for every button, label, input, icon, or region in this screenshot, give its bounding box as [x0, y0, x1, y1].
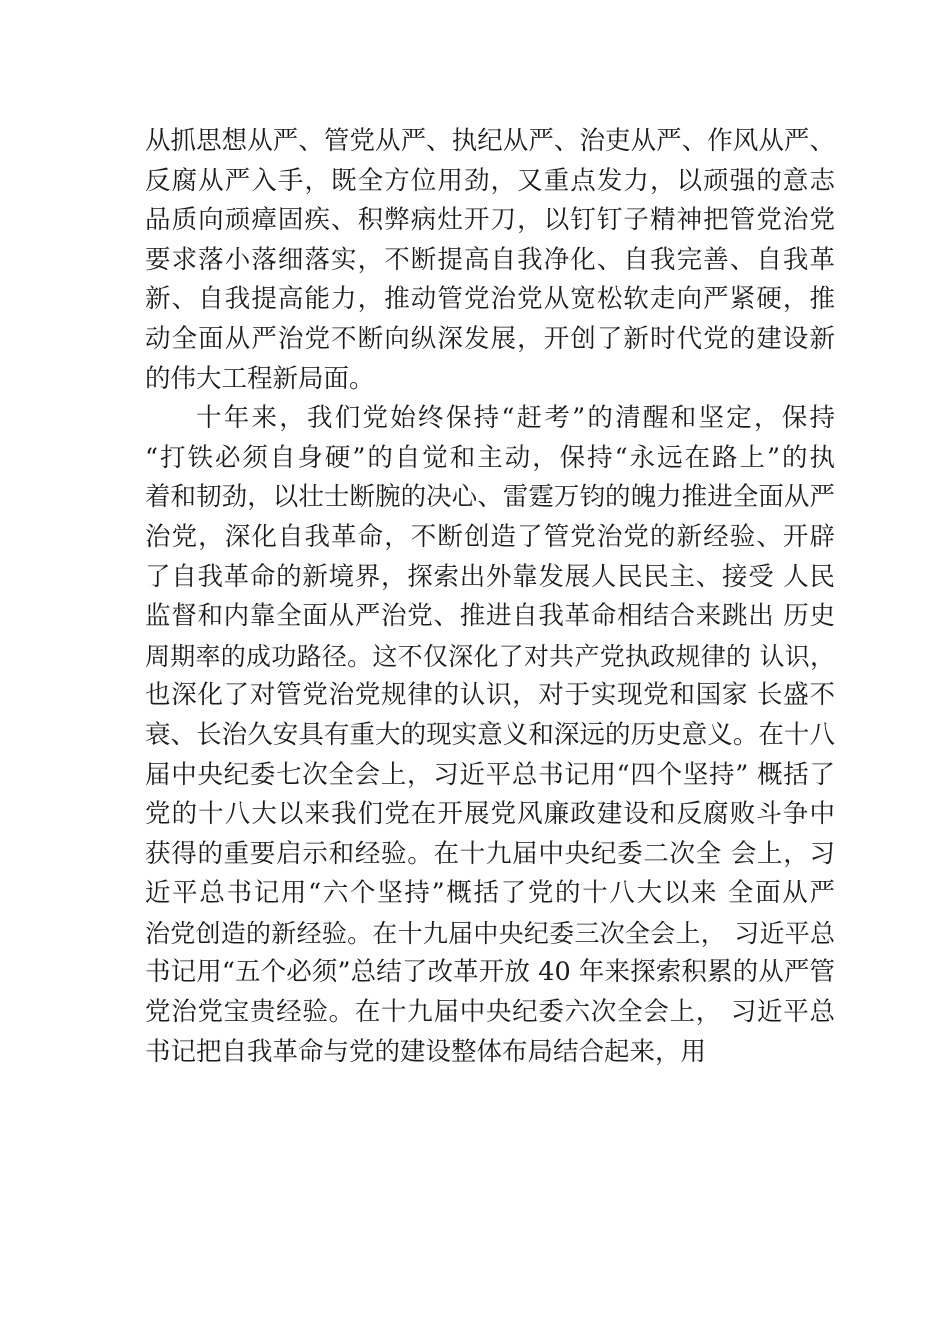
text-line: 从抓思想从严、管党从严、执纪从严、治吏从严、作风从严、 — [145, 126, 835, 156]
text-line: 书记把自我革命与党的建设整体布局结合起来，用 — [145, 1036, 707, 1067]
text-line: 治党创造的新经验。在十九届中央纪委三次全会上， 习近平总 — [145, 918, 835, 948]
text-line: 反腐从严入手，既全方位用劲，又重点发力，以顽强的意志 — [145, 165, 835, 196]
text-line: 届中央纪委七次全会上，习近平总书记用“四个坚持” 概括了 — [145, 759, 835, 790]
text-line: 周期率的成功路径。这不仅深化了对共产党执政规律的 认识， — [145, 641, 835, 671]
text-line: 十年来，我们党始终保持“赶考”的清醒和坚定，保持 — [196, 403, 835, 434]
text-line: 衰、长治久安具有重大的现实意义和深远的历史意义。在十八 — [145, 719, 835, 750]
text-line: 党的十八大以来我们党在开展党风廉政建设和反腐败斗争中 — [145, 799, 835, 830]
body-text — [145, 122, 835, 1072]
text-line: 书记用“五个必须”总结了改革开放 40 年来探索积累的从严管 — [145, 957, 835, 988]
text-line: 动全面从严治党不断向纵深发展，开创了新时代党的建设新 — [145, 323, 835, 354]
text-line: “打铁必须自身硬”的自觉和主动，保持“永远在路上”的执 — [145, 442, 835, 473]
text-line: 新、自我提高能力，推动管党治党从宽松软走向严紧硬，推 — [145, 284, 835, 315]
text-line: 品质向顽瘴固疾、积弊病灶开刀，以钉钉子精神把管党治党 — [145, 205, 835, 236]
text-line: 党治党宝贵经验。在十九届中央纪委六次全会上， 习近平总 — [145, 997, 835, 1028]
text-line: 也深化了对管党治党规律的认识，对于实现党和国家 长盛不 — [145, 680, 835, 711]
paragraph — [145, 399, 835, 1072]
text-line: 近平总书记用“六个坚持”概括了党的十八大以来 全面从严 — [145, 878, 835, 909]
text-line: 监督和内靠全面从严治党、推进自我革命相结合来跳出 历史 — [145, 601, 835, 632]
text-line: 要求落小落细落实，不断提高自我净化、自我完善、自我革 — [145, 244, 835, 275]
text-line: 获得的重要启示和经验。在十九届中央纪委二次全 会上，习 — [145, 838, 835, 869]
text-line: 着和韧劲，以壮士断腕的决心、雷霆万钧的魄力推进全面从严 — [145, 482, 835, 513]
text-line: 了自我革命的新境界，探索出外靠发展人民民主、接受 人民 — [145, 561, 835, 592]
text-line: 治党，深化自我革命，不断创造了管党治党的新经验、开辟 — [145, 521, 835, 552]
text-line: 的伟大工程新局面。 — [145, 363, 375, 394]
paragraph — [145, 122, 835, 399]
